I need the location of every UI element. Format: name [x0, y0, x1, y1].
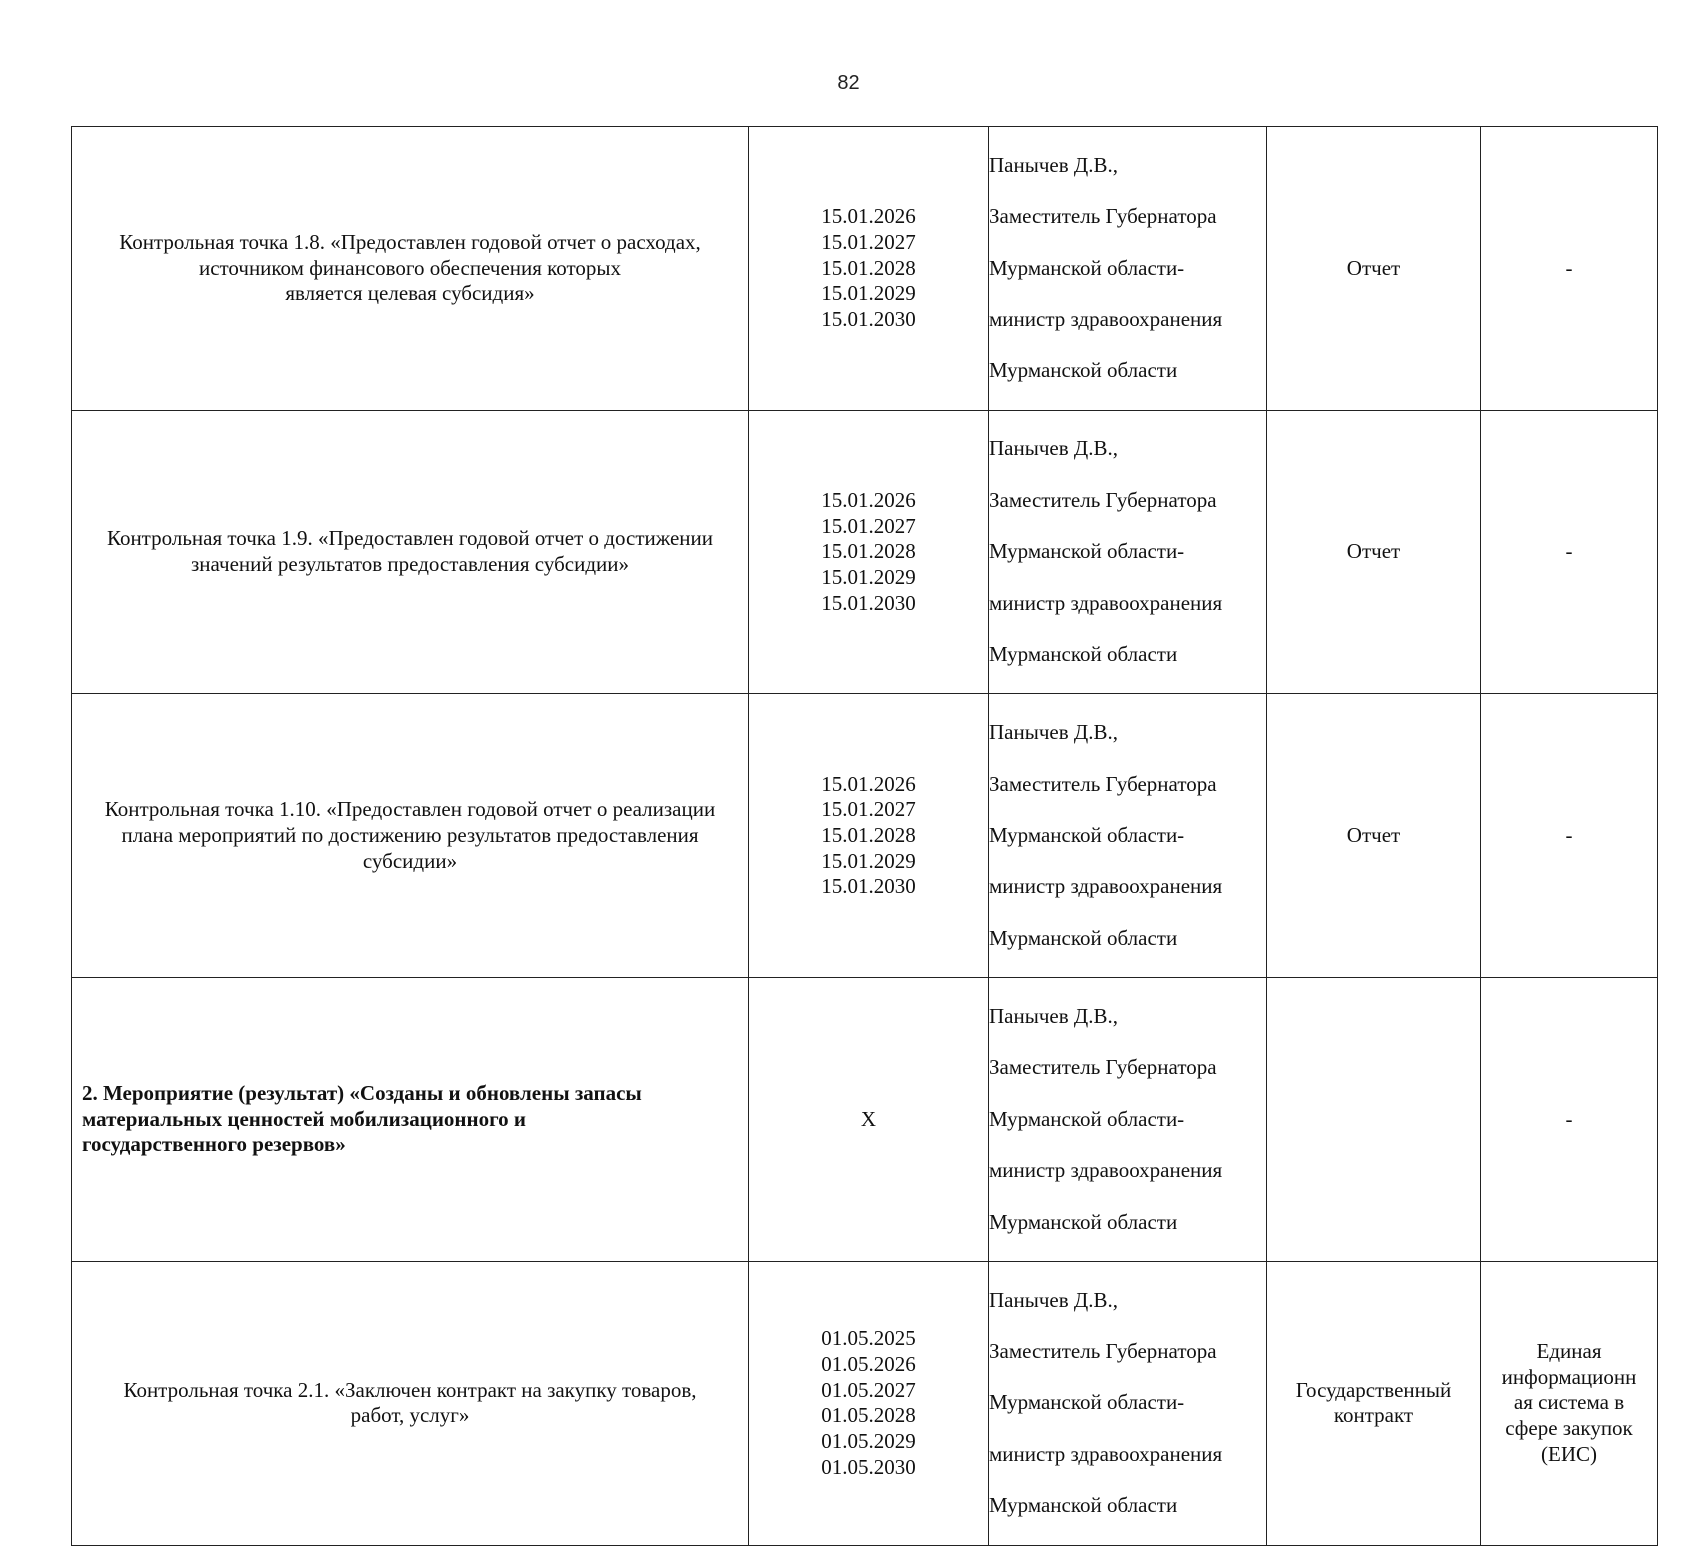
deadline-dates-cell	[749, 1261, 989, 1545]
responsible-line: Заместитель Губернатора	[989, 771, 1217, 796]
responsible-line: Заместитель Губернатора	[989, 1339, 1217, 1364]
deadline-dates-cell	[749, 127, 989, 411]
deadline-dates-cell	[749, 978, 989, 1262]
document-type-cell	[1267, 410, 1481, 694]
deadline-date: 15.01.2030	[821, 590, 916, 615]
responsible-line: Мурманской области-	[989, 822, 1185, 847]
information-system-line: -	[1565, 539, 1573, 564]
deadline-date: 01.05.2025	[821, 1326, 916, 1351]
responsible-line: Мурманской области-	[989, 539, 1185, 564]
control-point-name-line: Контрольная точка 1.8. «Предоставлен годовой отчет о расходах,	[119, 229, 701, 254]
control-point-name-line: источником финансового обеспечения которых	[198, 255, 622, 280]
deadline-date: 15.01.2027	[821, 797, 916, 822]
table-row	[72, 1261, 1658, 1545]
information-system-line: ая система в	[1513, 1390, 1625, 1415]
control-point-name-line: плана мероприятий по достижению результатов предоставления	[121, 822, 699, 847]
deadline-date: 15.01.2030	[821, 306, 916, 331]
responsible-line: Панычев Д.В.,	[989, 720, 1118, 745]
information-system-cell	[1481, 1261, 1658, 1545]
responsible-line: Мурманской области	[989, 925, 1178, 950]
deadline-date: 15.01.2026	[821, 771, 916, 796]
control-point-name-line: значений результатов предоставления субсидии»	[191, 552, 629, 577]
deadline-date: 15.01.2029	[821, 564, 916, 589]
deadline-date: 01.05.2030	[821, 1454, 916, 1479]
deadline-date: 15.01.2028	[821, 822, 916, 847]
document-type-cell	[1267, 1261, 1481, 1545]
responsible-line: министр здравоохранения	[989, 1441, 1223, 1466]
responsible-line: Панычев Д.В.,	[989, 1003, 1118, 1028]
document-type-line: Отчет	[1346, 539, 1401, 564]
document-type-cell	[1267, 978, 1481, 1262]
responsible-line: Мурманской области-	[989, 255, 1185, 280]
deadline-date: 15.01.2027	[821, 513, 916, 538]
deadline-dates-cell	[749, 410, 989, 694]
document-type-cell	[1267, 127, 1481, 411]
table-row	[72, 694, 1658, 978]
deadline-date: X	[860, 1106, 877, 1131]
control-point-name-cell	[72, 127, 749, 411]
control-point-name-cell	[72, 410, 749, 694]
control-points-table	[71, 126, 1658, 1546]
document-type-line: Отчет	[1346, 822, 1401, 847]
event-result-name-line: 2. Мероприятие (результат) «Созданы и обновлены запасы	[82, 1081, 642, 1106]
responsible-line: Панычев Д.В.,	[989, 436, 1118, 461]
control-point-name-line: Контрольная точка 1.9. «Предоставлен годовой отчет о достижении	[106, 526, 714, 551]
deadline-date: 15.01.2028	[821, 255, 916, 280]
control-point-name-cell	[72, 1261, 749, 1545]
responsible-line: Мурманской области	[989, 642, 1178, 667]
responsible-line: министр здравоохранения	[989, 1158, 1223, 1183]
deadline-date: 15.01.2026	[821, 204, 916, 229]
responsible-line: Мурманской области-	[989, 1106, 1185, 1131]
table-row	[72, 127, 1658, 411]
information-system-cell	[1481, 978, 1658, 1262]
deadline-date: 01.05.2027	[821, 1377, 916, 1402]
control-point-name-line: является целевая субсидия»	[285, 281, 535, 306]
information-system-line: -	[1565, 1106, 1573, 1131]
table-row	[72, 410, 1658, 694]
responsible-cell	[989, 694, 1267, 978]
deadline-date: 15.01.2027	[821, 229, 916, 254]
document-type-line: Государственный	[1295, 1377, 1452, 1402]
deadline-date: 15.01.2028	[821, 539, 916, 564]
responsible-cell	[989, 978, 1267, 1262]
responsible-line: министр здравоохранения	[989, 306, 1223, 331]
page-number: 82	[837, 72, 860, 94]
responsible-cell	[989, 1261, 1267, 1545]
information-system-line: -	[1565, 255, 1573, 280]
information-system-line: Единая	[1536, 1339, 1602, 1364]
information-system-line: информационн	[1501, 1364, 1637, 1389]
responsible-line: Мурманской области-	[989, 1390, 1185, 1415]
responsible-line: Заместитель Губернатора	[989, 1055, 1217, 1080]
responsible-line: Мурманской области	[989, 358, 1178, 383]
event-result-name-line: материальных ценностей мобилизационного и	[82, 1106, 526, 1131]
deadline-date: 01.05.2029	[821, 1429, 916, 1453]
responsible-line: министр здравоохранения	[989, 874, 1223, 899]
information-system-cell	[1481, 127, 1658, 411]
control-point-name-line: Контрольная точка 1.10. «Предоставлен годовой отчет о реализации	[104, 797, 716, 822]
table-row	[72, 978, 1658, 1262]
responsible-line: Заместитель Губернатора	[989, 204, 1217, 229]
deadline-date: 15.01.2029	[821, 281, 916, 306]
control-point-name-cell	[72, 694, 749, 978]
deadline-dates-cell	[749, 694, 989, 978]
responsible-line: министр здравоохранения	[989, 590, 1223, 615]
control-point-name-line: субсидии»	[362, 848, 458, 873]
deadline-date: 01.05.2026	[821, 1351, 916, 1376]
document-type-line: Отчет	[1346, 255, 1401, 280]
responsible-line: Заместитель Губернатора	[989, 487, 1217, 512]
information-system-line: сфере закупок	[1505, 1416, 1633, 1441]
responsible-cell	[989, 127, 1267, 411]
deadline-date: 15.01.2029	[821, 848, 916, 873]
event-result-name-cell	[72, 978, 749, 1262]
document-type-cell	[1267, 694, 1481, 978]
information-system-cell	[1481, 410, 1658, 694]
information-system-line: -	[1565, 822, 1573, 847]
deadline-date: 01.05.2028	[821, 1403, 916, 1428]
document-type-line: контракт	[1333, 1403, 1414, 1428]
control-point-name-line: Контрольная точка 2.1. «Заключен контракт на закупку товаров,	[123, 1377, 697, 1402]
responsible-line: Панычев Д.В.,	[989, 1287, 1118, 1312]
responsible-line: Панычев Д.В.,	[989, 152, 1118, 177]
responsible-line: Мурманской области	[989, 1209, 1178, 1234]
event-result-name-line: государственного резервов»	[82, 1132, 346, 1157]
control-point-name-line: работ, услуг»	[350, 1403, 470, 1428]
information-system-cell	[1481, 694, 1658, 978]
responsible-line: Мурманской области	[989, 1493, 1178, 1518]
responsible-cell	[989, 410, 1267, 694]
deadline-date: 15.01.2026	[821, 487, 916, 512]
deadline-date: 15.01.2030	[821, 874, 916, 899]
information-system-line: (ЕИС)	[1541, 1441, 1597, 1466]
